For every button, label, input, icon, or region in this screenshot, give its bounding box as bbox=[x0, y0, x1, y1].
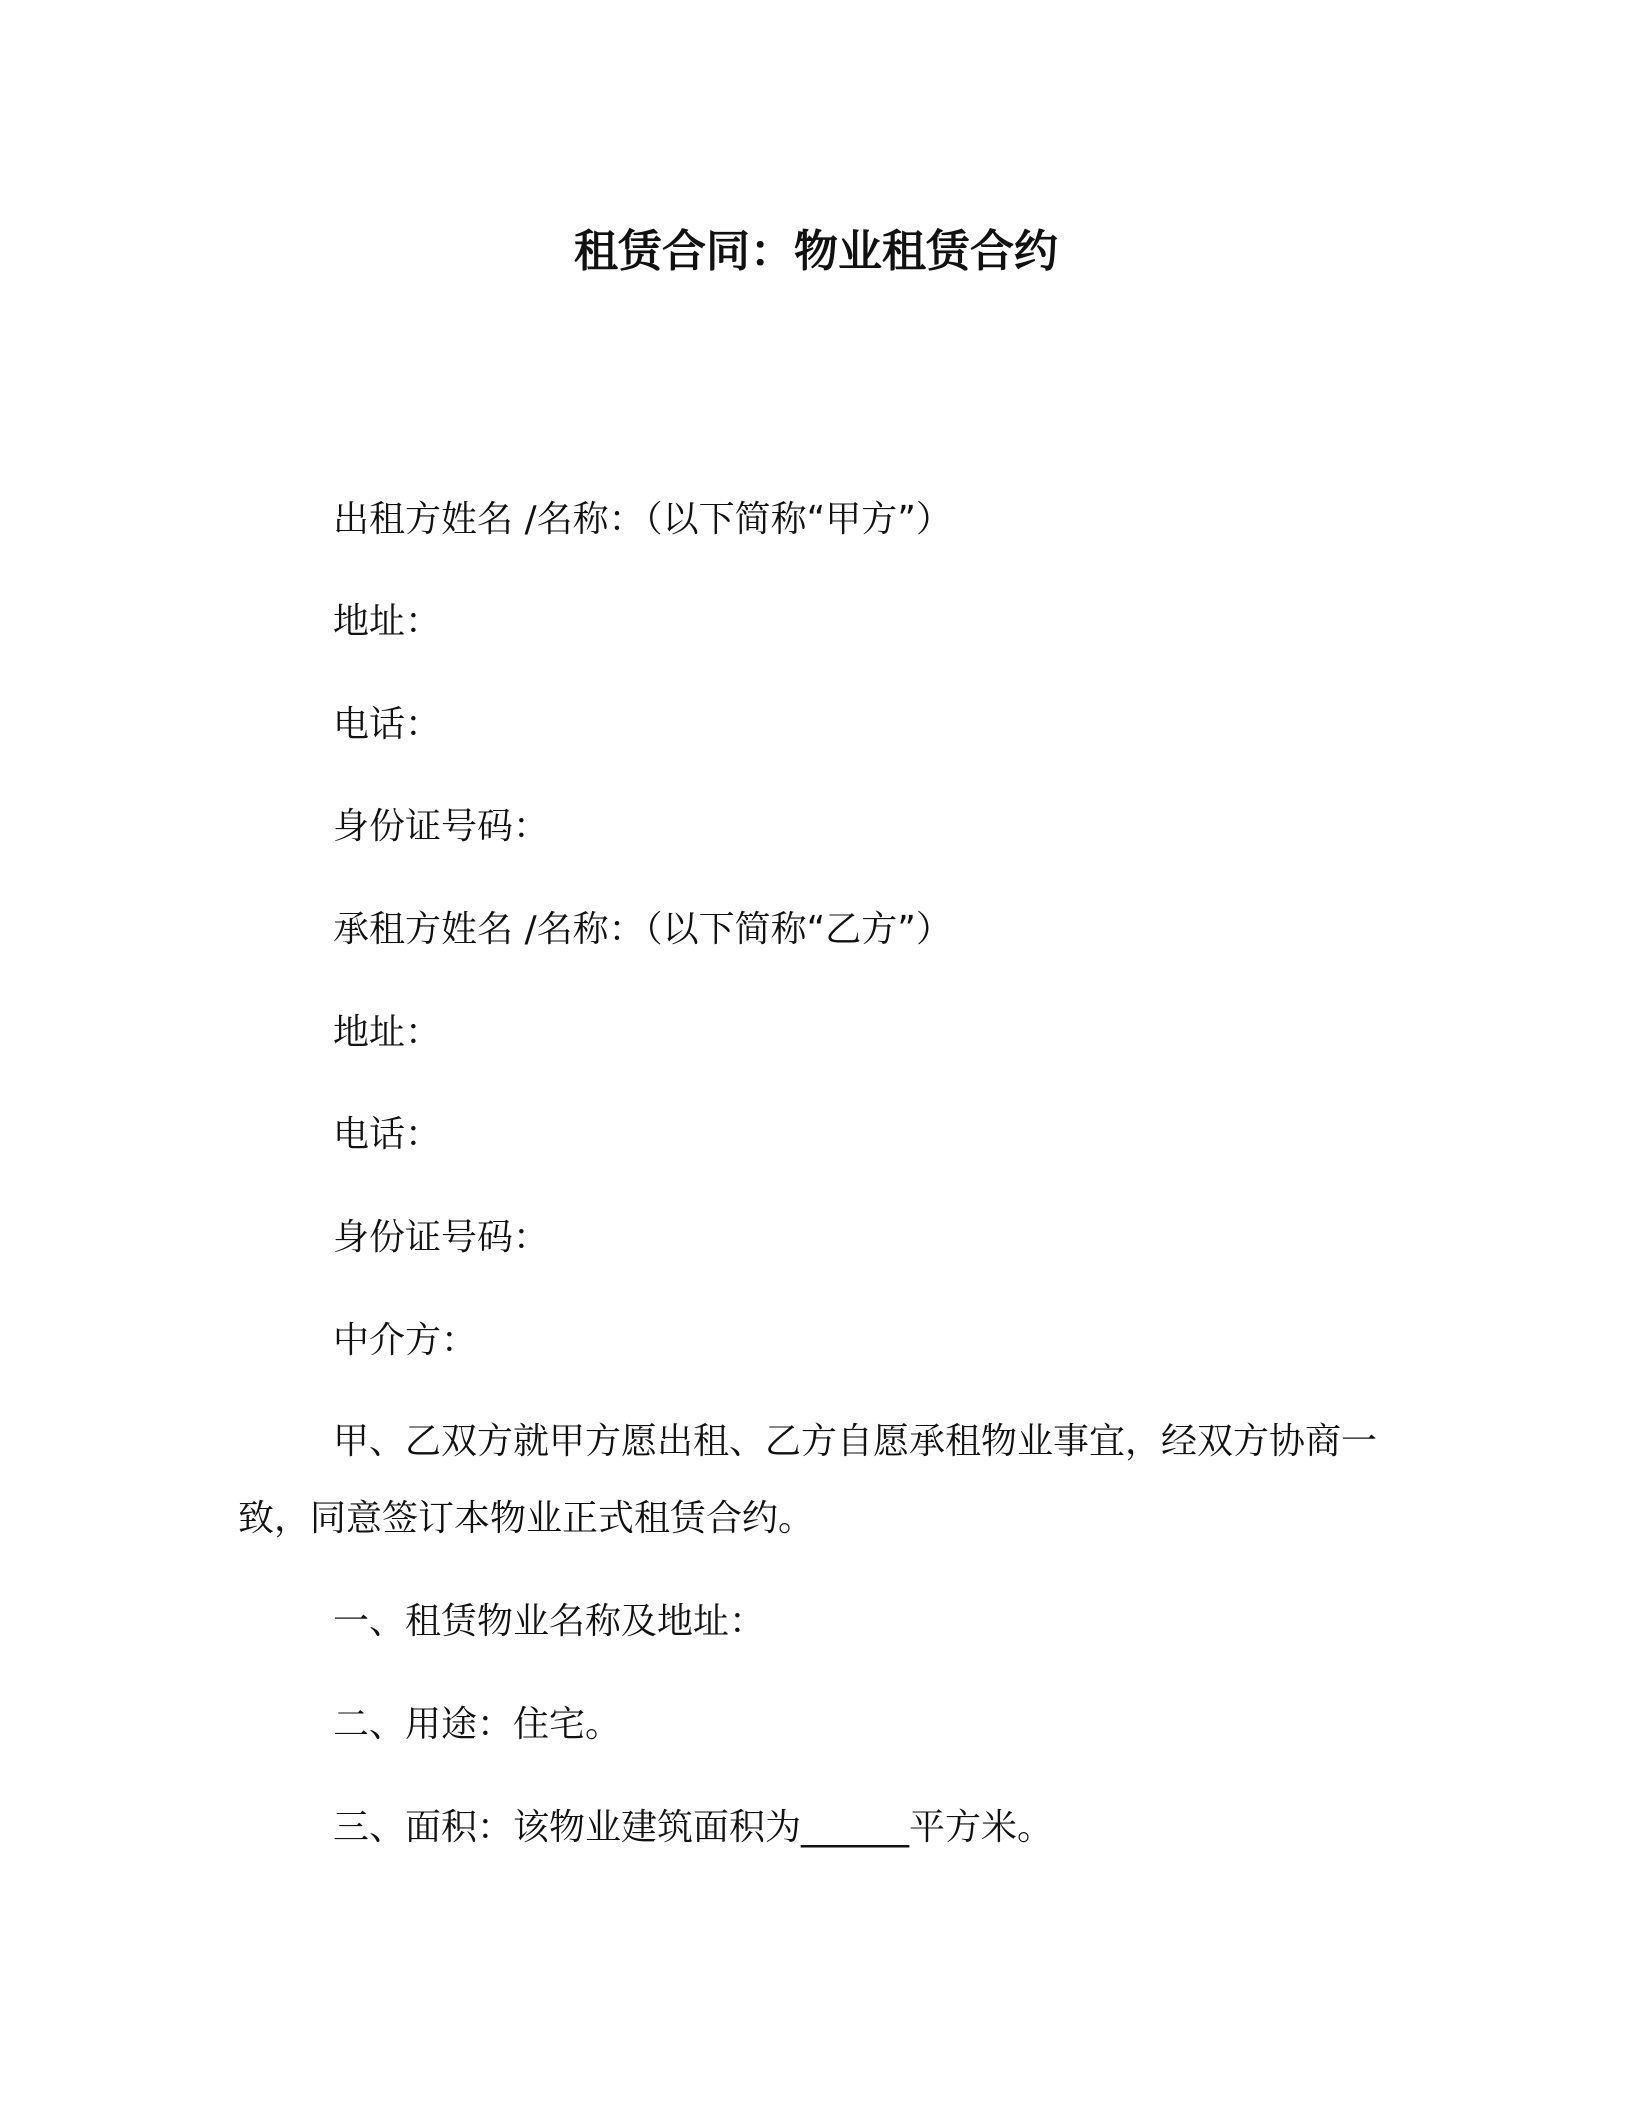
lessee-address-line: 地址： bbox=[333, 1012, 442, 1053]
lessor-name-line: 出租方姓名 /名称：（以下简称“甲方”） bbox=[333, 499, 952, 540]
clause-2: 二、用途：住宅。 bbox=[333, 1704, 622, 1745]
agent-line: 中介方： bbox=[333, 1320, 478, 1361]
clause-3: 三、面积：该物业建筑面积为______平方米。 bbox=[333, 1807, 1054, 1848]
lessee-phone-line: 电话： bbox=[333, 1114, 442, 1155]
clause-1: 一、租赁物业名称及地址： bbox=[333, 1601, 766, 1642]
lessor-phone-line: 电话： bbox=[333, 704, 442, 745]
lessee-id-line: 身份证号码： bbox=[333, 1217, 550, 1258]
lessee-name-line: 承租方姓名 /名称：（以下简称“乙方”） bbox=[333, 909, 952, 950]
lessor-id-line: 身份证号码： bbox=[333, 806, 550, 847]
lessor-address-line: 地址： bbox=[333, 601, 442, 642]
intro-paragraph: 甲、乙双方就甲方愿出租、乙方自愿承租物业事宜，经双方协商一致，同意签订本物业正式租赁合约。 bbox=[238, 1421, 1378, 1539]
document-title: 租赁合同：物业租赁合约 bbox=[574, 226, 1058, 277]
